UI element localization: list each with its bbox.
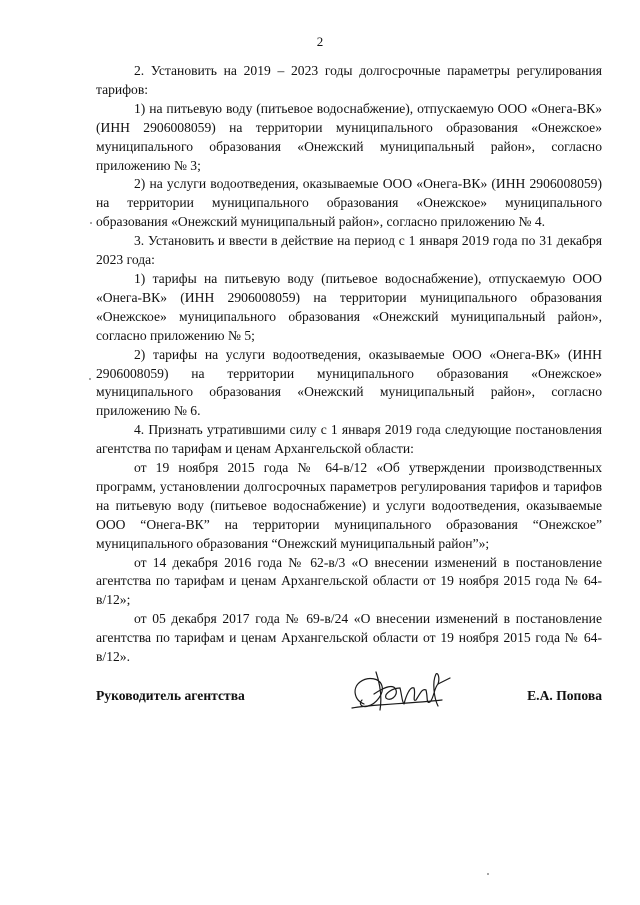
paragraph-item-2-1: 1) на питьевую воду (питьевое водоснабжение), отпускаемую ООО «Онега-ВК» (ИНН 2906008059) на территории муниципального образования «Онежское» муниципального образования «Онежский муниципальный район», согласно приложению № 3; <box>96 100 602 173</box>
repealed-resolution-2017: от 05 декабря 2017 года № 69-в/24 «О внесении изменений в постановление агентства по тарифам и ценам Архангельской области от 19 ноября 2015 года № 64-в/12». <box>96 611 602 665</box>
paragraph-item-3: 3. Установить и ввести в действие на период с 1 января 2019 года по 31 декабря 2023 года: <box>96 233 602 268</box>
scan-speck <box>487 873 489 875</box>
signatory-name: Е.А. Попова <box>527 688 602 703</box>
paragraph-item-3-2: 2) тарифы на услуги водоотведения, оказываемые ООО «Онега-ВК» (ИНН 2906008059) на территории муниципального образования «Онежское» муниципального образования «Онежский муниципальный район», согласно приложению № 6. <box>96 346 602 419</box>
document-body <box>96 62 602 667</box>
scan-speck <box>90 222 92 224</box>
repealed-resolution-2015: от 19 ноября 2015 года № 64-в/12 «Об утверждении производственных программ, установлении долгосрочных параметров регулирования тарифов и тарифов на питьевую воду (питьевое водоснабжение) и услуги водоотведения, оказываемые ООО “Онега-ВК” на территории муниципального образования “Онежское” муниципального образования “Онежский муниципальный район”»; <box>96 460 602 551</box>
paragraph-item-3-1: 1) тарифы на питьевую воду (питьевое водоснабжение), отпускаемую ООО «Онега-ВК» (ИНН 2906008059) на территории муниципального образования «Онежское» муниципального образования «Онежский муниципальный район», согласно приложению № 5; <box>96 270 602 343</box>
page-number: 2 <box>316 34 324 49</box>
paragraph-item-2-2: 2) на услуги водоотведения, оказываемые ООО «Онега-ВК» (ИНН 2906008059) на территории муниципального образования «Онежское» муниципального образования «Онежский муниципальный район», согласно приложению № 4. <box>96 176 602 230</box>
signatory-position: Руководитель агентства <box>96 688 245 703</box>
handwritten-signature <box>346 664 456 722</box>
paragraph-item-2: 2. Установить на 2019 – 2023 годы долгосрочные параметры регулирования тарифов: <box>96 63 602 97</box>
scan-speck <box>89 378 91 380</box>
signature-block <box>96 664 602 724</box>
paragraph-item-4: 4. Признать утратившими силу с 1 января 2019 года следующие постановления агентства по тарифам и ценам Архангельской области: <box>96 422 602 457</box>
repealed-resolution-2016: от 14 декабря 2016 года № 62-в/3 «О внесении изменений в постановление агентства по тарифам и ценам Архангельской области от 19 ноября 2015 года № 64-в/12»; <box>96 554 602 608</box>
